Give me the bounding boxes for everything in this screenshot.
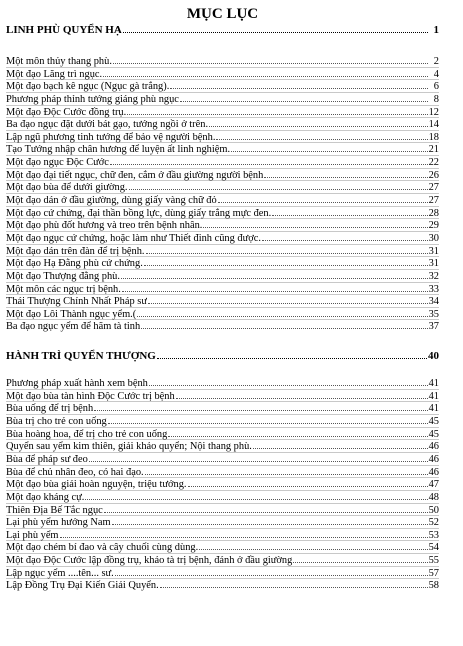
dot-leader	[293, 554, 427, 563]
toc-entry[interactable]	[6, 232, 439, 245]
toc-entry-page: 32	[428, 270, 439, 282]
dot-leader	[108, 415, 428, 424]
toc-entry[interactable]	[6, 143, 439, 156]
dot-leader	[180, 93, 428, 102]
toc-entry-page: 12	[428, 106, 439, 118]
dot-leader	[218, 194, 428, 203]
toc-entry-label: Ba đạo ngục yểm để hãm tà tinh	[6, 321, 141, 333]
toc-entry[interactable]	[6, 453, 439, 466]
toc-entry[interactable]	[6, 270, 439, 283]
toc-entry-label: Một đạo dán trên đàn để trị bệnh.	[6, 245, 145, 257]
toc-entry[interactable]	[6, 181, 439, 194]
dot-leader	[146, 245, 428, 254]
dot-leader	[209, 118, 428, 127]
toc-entry[interactable]	[6, 219, 439, 232]
toc-entry-label: Lại phù yểm hướng Nam	[6, 517, 111, 529]
toc-entry[interactable]	[6, 194, 439, 207]
toc-entry[interactable]	[6, 428, 439, 441]
toc-entry[interactable]	[6, 440, 439, 453]
toc-entry-label: Một đạo dán ở đầu giường, dùng giấy vàng chữ đỏ	[6, 195, 217, 207]
toc-entry[interactable]	[6, 377, 439, 390]
toc-entry[interactable]	[6, 55, 439, 68]
dot-leader	[60, 529, 428, 538]
toc-entry-label: Một đạo Lăng trì ngục.	[6, 68, 103, 80]
toc-entry-label: Một đạo bùa tàn hình Độc Cước trị bệnh	[6, 390, 175, 402]
toc-entry-label: Ba đạo ngục đặt dưới bát gạo, tướng ngồi ở trên.	[6, 119, 209, 131]
toc-entry-page: 31	[428, 258, 439, 270]
dot-leader	[216, 131, 427, 140]
toc-entry-page: 27	[428, 182, 439, 194]
toc-entry-page: 46	[428, 453, 439, 465]
toc-entry-label: Một đạo Lôi Thành ngục yểm.(	[6, 308, 137, 320]
toc-entry-label: Một đạo bạch kê ngục (Ngục gà trắng).	[6, 81, 170, 93]
toc-entry-page: 58	[428, 580, 439, 592]
toc-entry[interactable]	[6, 541, 439, 554]
toc-entry-page: 48	[428, 491, 439, 503]
toc-entry-label: Một đạo kháng cự.	[6, 491, 85, 503]
toc-entry-page: 14	[428, 119, 439, 131]
toc-entry-label: Một đạo bùa để dưới giường.	[6, 182, 128, 194]
dot-leader	[203, 219, 427, 228]
toc-entry[interactable]	[6, 207, 439, 220]
toc-entry-label: Một đạo ngục Độc Cước	[6, 157, 109, 169]
toc-entry[interactable]	[6, 390, 439, 403]
toc-entry-page: 41	[428, 378, 439, 390]
section-heading-linh-phu	[6, 23, 439, 37]
toc-entry-page: 53	[428, 529, 439, 541]
toc-entry-page: 34	[428, 296, 439, 308]
section-heading-hanh-tri	[6, 349, 439, 363]
dot-leader	[144, 257, 428, 266]
dot-leader	[121, 270, 428, 279]
toc-entry-page: 41	[428, 403, 439, 415]
toc-entry-label: Lại phù yểm	[6, 529, 59, 541]
toc-entry-page: 41	[428, 390, 439, 402]
toc-entry-page: 57	[428, 567, 439, 579]
dot-leader	[89, 453, 428, 462]
toc-entry-page: 37	[428, 321, 439, 333]
toc-entry[interactable]	[6, 516, 439, 529]
toc-entry-page: 46	[428, 441, 439, 453]
toc-entry-label: Phương pháp thỉnh tướng giáng phù ngục	[6, 93, 179, 105]
toc-entry-page: 8	[433, 93, 439, 105]
toc-entry-label: Một đạo ngục cứ chứng, hoặc làm như Thiết đinh cũng được.	[6, 232, 261, 244]
dot-leader	[85, 491, 427, 500]
section-heading-label: HÀNH TRÌ QUYỂN THƯỢNG	[6, 350, 156, 363]
toc-entry-page: 30	[428, 232, 439, 244]
dot-leader	[148, 295, 428, 304]
section-heading-page: 40	[428, 350, 439, 363]
toc-entry[interactable]	[6, 308, 439, 321]
toc-entry[interactable]	[6, 504, 439, 517]
dot-leader	[127, 106, 427, 115]
dot-leader	[231, 143, 428, 152]
toc-entry-page: 18	[428, 131, 439, 143]
dot-leader	[110, 156, 428, 165]
toc-entry-page: 52	[428, 517, 439, 529]
section-heading-label: LINH PHÙ QUYỂN HẠ	[6, 24, 122, 36]
toc-entry-label: Một môn thủy thang phù.	[6, 56, 112, 67]
dot-leader	[112, 516, 428, 525]
toc-entry-label: Bùa trị cho trẻ con uống	[6, 416, 107, 428]
toc-entry-label: Một đạo Độc Cước lập đồng trụ, khảo tà trị bệnh, đánh ở đầu giường	[6, 555, 293, 567]
toc-entry-page: 21	[428, 144, 439, 156]
toc-entry[interactable]	[6, 283, 439, 296]
dot-leader	[123, 24, 428, 33]
dot-leader	[199, 541, 427, 550]
toc-entry[interactable]	[6, 131, 439, 144]
toc-entry-label: Bùa hoàng hoa, để trị cho trẻ con uống	[6, 428, 168, 440]
toc-entry-label: Bùa uống để trị bệnh	[6, 403, 94, 415]
dot-leader	[253, 440, 428, 449]
dot-leader	[103, 68, 428, 77]
dot-leader	[115, 567, 428, 576]
toc-entry-page: 6	[433, 81, 439, 93]
dot-leader	[157, 350, 427, 359]
toc-entry-label: Thái Thượng Chính Nhất Pháp sư	[6, 296, 147, 308]
toc-entry-label: Một đạo phù đốt hương và treo trên bệnh nhân.	[6, 220, 203, 232]
toc-entry[interactable]	[6, 156, 439, 169]
dot-leader	[264, 169, 427, 178]
toc-entry-page: 22	[428, 157, 439, 169]
toc-entry-page: 55	[428, 555, 439, 567]
dot-leader	[168, 428, 427, 437]
dot-leader	[272, 207, 427, 216]
section-heading-page: 1	[433, 24, 439, 36]
toc-entry-page: 45	[428, 428, 439, 440]
dot-leader	[145, 466, 428, 475]
toc-entry[interactable]	[6, 93, 439, 106]
dot-leader	[113, 55, 428, 64]
toc-entry-page: 27	[428, 195, 439, 207]
toc-entry[interactable]	[6, 295, 439, 308]
toc-entry[interactable]	[6, 529, 439, 542]
dot-leader	[149, 377, 428, 386]
toc-entry-page: 2	[433, 56, 439, 67]
toc-entry-label: Bùa để chủ nhân đeo, có hai đạo.	[6, 466, 144, 478]
toc-entry-label: Một đạo Hạ Đằng phù cứ chứng.	[6, 258, 143, 270]
toc-entry-page: 31	[428, 245, 439, 257]
toc-entry-label: Lập ngũ phương tinh tướng để bảo vệ người bệnh.	[6, 131, 216, 143]
toc-entry-page: 45	[428, 416, 439, 428]
toc-entry-label: Một đạo chém bí đao và cây chuối cùng dùng.	[6, 542, 199, 554]
toc-entry-page: 26	[428, 169, 439, 181]
toc-entry-page: 28	[428, 207, 439, 219]
toc-entry-page: 47	[428, 479, 439, 491]
toc-entry-page: 29	[428, 220, 439, 232]
toc-entry[interactable]	[6, 491, 439, 504]
toc-entry[interactable]	[6, 257, 439, 270]
toc-entry[interactable]	[6, 415, 439, 428]
toc-entry[interactable]	[6, 80, 439, 93]
toc-entry[interactable]	[6, 554, 439, 567]
toc-entry-label: Một đạo đại tiết ngục, chữ đen, cắm ở đầu giường người bệnh	[6, 169, 264, 181]
toc-entry[interactable]	[6, 567, 439, 580]
toc-entry[interactable]	[6, 245, 439, 258]
entry-list-linh-phu	[6, 55, 439, 333]
toc-entry-page: 35	[428, 308, 439, 320]
page-title: MỤC LỤC	[186, 6, 259, 22]
toc-entry-label: Thiên Địa Bế Tắc ngục	[6, 504, 103, 516]
toc-entry-page: 54	[428, 542, 439, 554]
toc-entry[interactable]	[6, 579, 439, 592]
entry-list-hanh-tri	[6, 377, 439, 592]
dot-leader	[188, 478, 428, 487]
dot-leader	[129, 181, 428, 190]
toc-entry-page: 50	[428, 504, 439, 516]
dot-leader	[141, 320, 427, 329]
dot-leader	[137, 308, 427, 317]
dot-leader	[170, 80, 428, 89]
toc-entry-label: Quyển sau yểm kim thiên, giải khảo quyển; Nội thang phù.	[6, 441, 252, 453]
toc-entry-label: Một đạo Thượng đằng phù.	[6, 270, 120, 282]
dot-leader	[122, 283, 428, 292]
toc-entry-label: Một đạo Độc Cước đồng trụ.	[6, 106, 127, 118]
toc-entry-page: 33	[428, 283, 439, 295]
toc-entry-label: Phương pháp xuất hành xem bệnh	[6, 378, 148, 390]
toc-entry-label: Lập ngục yểm ....tên... sư.	[6, 567, 114, 579]
dot-leader	[94, 402, 427, 411]
toc-entry[interactable]	[6, 106, 439, 119]
toc-entry-page: 4	[433, 68, 439, 80]
dot-leader	[160, 579, 428, 588]
toc-entry[interactable]	[6, 402, 439, 415]
dot-leader	[104, 504, 428, 513]
toc-entry-label: Bùa để pháp sư đeo	[6, 453, 88, 465]
toc-entry-label: Tạo Tướng nhập chân hương để luyện ất linh nghiệm.	[6, 144, 231, 156]
toc-entry[interactable]	[6, 118, 439, 131]
toc-entry-label: Một môn các ngục trị bệnh.	[6, 283, 121, 295]
dot-leader	[262, 232, 428, 241]
toc-entry[interactable]	[6, 320, 439, 333]
toc-entry-page: 46	[428, 466, 439, 478]
toc-entry[interactable]	[6, 68, 439, 81]
toc-entry[interactable]	[6, 169, 439, 182]
dot-leader	[176, 390, 428, 399]
toc-entry-label: Một đạo cứ chứng, đại thần bồng lực, dùng giấy trắng mực đen.	[6, 207, 272, 219]
toc-entry-label: Lập Đồng Trụ Đại Kiến Giải Quyển.	[6, 580, 159, 592]
toc-entry-label: Một đạo bùa giải hoàn nguyện, triệu tướng.	[6, 479, 187, 491]
toc-entry[interactable]	[6, 466, 439, 479]
toc-entry[interactable]	[6, 478, 439, 491]
